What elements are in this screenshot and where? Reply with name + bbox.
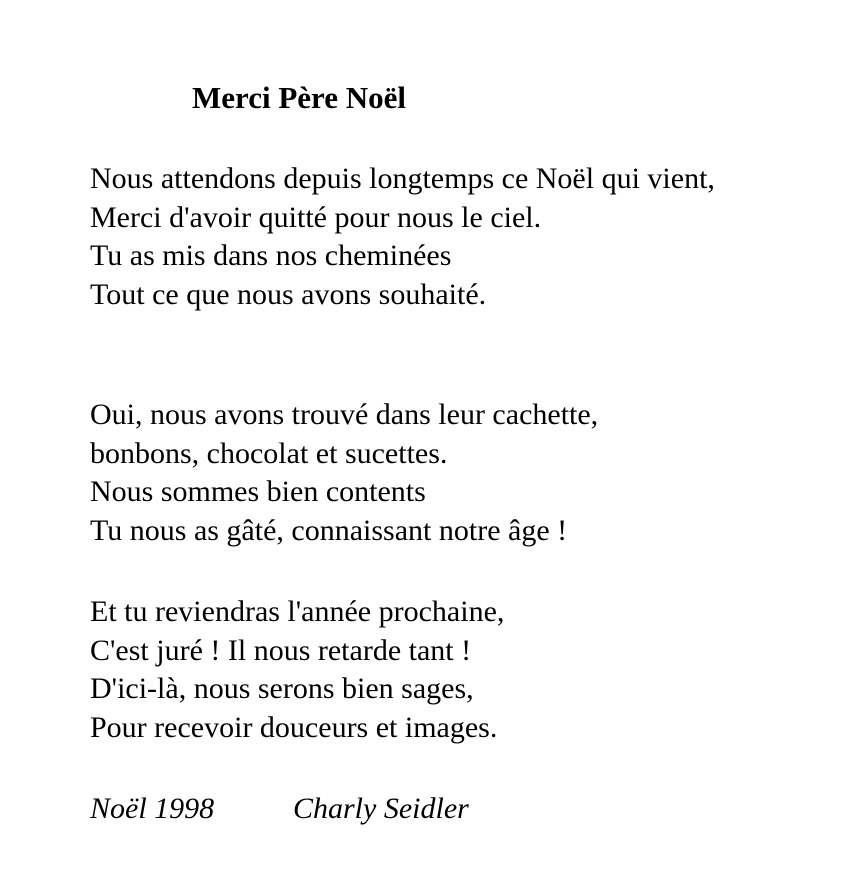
stanza: [90, 160, 715, 314]
poem-line: D'ici-là, nous serons bien sages,: [90, 672, 474, 705]
stanza: [90, 593, 504, 747]
poem-line: bonbons, chocolat et sucettes.: [90, 436, 448, 470]
poem-line: Pour recevoir douceurs et images.: [90, 710, 498, 744]
poem-line: Oui, nous avons trouvé dans leur cachette,: [90, 398, 599, 431]
poem-line: C'est juré ! Il nous retarde tant !: [90, 633, 472, 667]
poem-line: Merci d'avoir quitté pour nous le ciel.: [90, 200, 542, 234]
poem-line: Tu nous as gâté, connaissant notre âge !: [90, 513, 568, 547]
poem-line: Tout ce que nous avons souhaité.: [90, 277, 487, 311]
poem-line: Nous sommes bien contents: [90, 475, 426, 508]
poem-title: Merci Père Noël: [192, 80, 407, 115]
poem-line: Nous attendons depuis longtemps ce Noël qui vient,: [90, 162, 715, 195]
poem-line: Et tu reviendras l'année prochaine,: [90, 595, 505, 628]
signature-date: Noël 1998: [90, 792, 215, 825]
poem-line: Tu as mis dans nos cheminées: [90, 239, 452, 272]
stanza: [90, 396, 598, 550]
signature-author: Charly Seidler: [293, 792, 469, 825]
